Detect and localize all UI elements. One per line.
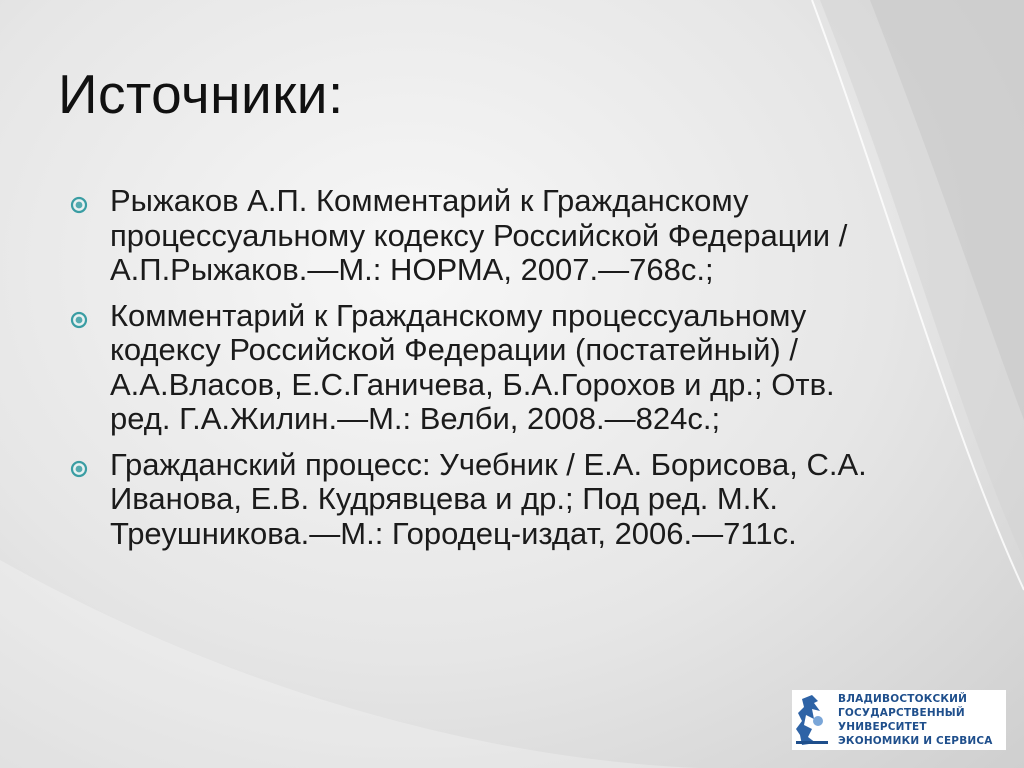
list-item bbox=[68, 448, 878, 552]
source-text: Рыжаков А.П. Комментарий к Гражданскому процессуальному кодексу Российской Федерации / А.П.Рыжаков.—М.: НОРМА, 2007.—768с.; bbox=[110, 183, 848, 287]
sources-list bbox=[68, 184, 878, 562]
university-emblem-icon bbox=[792, 691, 832, 749]
logo-text bbox=[838, 692, 993, 748]
logo-line: ГОСУДАРСТВЕННЫЙ bbox=[838, 707, 965, 719]
logo-line: УНИВЕРСИТЕТ bbox=[838, 721, 927, 733]
source-text: Комментарий к Гражданскому процессуальному кодексу Российской Федерации (постатейный) / А.А.Власов, Е.С.Ганичева, Б.А.Горохов и др.; Отв. ред. Г.А.Жилин.—М.: Велби, 2008.—824с.; bbox=[110, 297, 835, 436]
slide-title: Источники: bbox=[58, 63, 344, 125]
circle-bullet-icon bbox=[70, 311, 88, 329]
university-logo bbox=[792, 690, 1006, 750]
list-item bbox=[68, 299, 878, 437]
logo-line: ВЛАДИВОСТОКСКИЙ bbox=[838, 693, 968, 705]
logo-line: ЭКОНОМИКИ И СЕРВИСА bbox=[838, 735, 993, 747]
circle-bullet-icon bbox=[70, 196, 88, 214]
list-item bbox=[68, 184, 878, 288]
circle-bullet-icon bbox=[70, 460, 88, 478]
source-text: Гражданский процесс: Учебник / Е.А. Борисова, С.А. Иванова, Е.В. Кудрявцева и др.; Под ред. М.К. Треушникова.—М.: Городец-издат, 2006.—711с. bbox=[110, 446, 867, 551]
